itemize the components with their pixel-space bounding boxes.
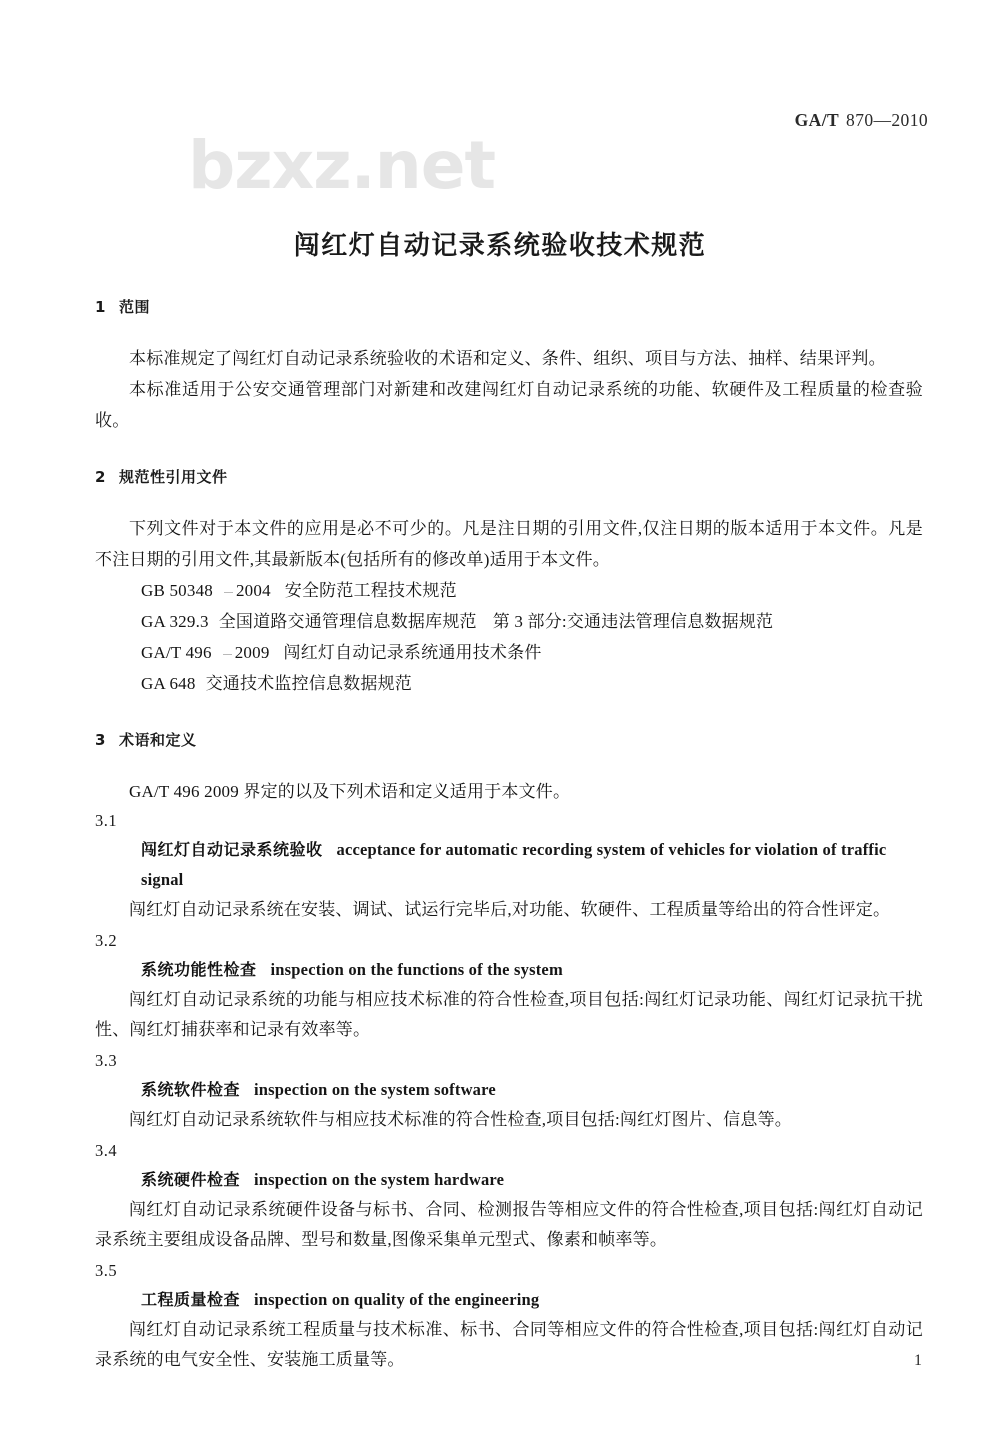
section-scope <box>95 296 923 436</box>
section-title: 规范性引用文件 <box>118 468 228 486</box>
reference-year: 2009 <box>234 643 270 662</box>
section-title: 术语和定义 <box>118 731 197 749</box>
list-item <box>141 575 923 606</box>
term-entry <box>95 807 923 925</box>
reference-year: 2004 <box>235 581 271 600</box>
term-heading <box>141 1285 923 1315</box>
term-english: inspection on the system hardware <box>254 1170 505 1189</box>
term-definition: 闯红灯自动记录系统在安装、调试、试运行完毕后,对功能、软硬件、工程质量等给出的符合性评定。 <box>129 900 891 919</box>
reference-title: 交通技术监控信息数据规范 <box>205 674 412 693</box>
section-number: 3 <box>95 731 106 749</box>
term-entry <box>95 1137 923 1255</box>
term-entry <box>95 1047 923 1135</box>
term-entry <box>95 1257 923 1375</box>
reference-dash <box>223 654 232 655</box>
term-heading <box>141 835 923 895</box>
reference-title: 安全防范工程技术规范 <box>284 581 457 600</box>
term-english: inspection on the system software <box>254 1080 496 1099</box>
section-heading-scope <box>95 296 923 317</box>
term-english: inspection on the functions of the system <box>270 960 563 979</box>
reference-dash <box>224 592 233 593</box>
reference-id: GB 50348 <box>141 581 213 600</box>
term-definition: 闯红灯自动记录系统工程质量与技术标准、标书、合同等相应文件的符合性检查,项目包括:闯红灯自动记录系统的电气安全性、安装施工质量等。 <box>95 1320 923 1369</box>
paragraph: 本标准规定了闯红灯自动记录系统验收的术语和定义、条件、组织、项目与方法、抽样、结果评判。 <box>129 349 886 368</box>
term-number: 3.4 <box>95 1141 118 1160</box>
list-item <box>141 606 923 637</box>
standard-code: GA/T <box>794 110 840 130</box>
standard-header <box>795 110 928 131</box>
page-number: 1 <box>914 1352 922 1369</box>
term-heading <box>141 1075 923 1105</box>
watermark-bzxz: bzxz.net <box>188 127 496 204</box>
paragraph: 本标准适用于公安交通管理部门对新建和改建闯红灯自动记录系统的功能、软硬件及工程质量的检查验收。 <box>95 380 923 430</box>
list-item <box>141 668 923 699</box>
section-normative-references <box>95 466 923 699</box>
term-number: 3.3 <box>95 1051 118 1070</box>
term-chinese: 工程质量检查 <box>141 1290 241 1309</box>
reference-part: 第 3 部分:交通违法管理信息数据规范 <box>492 612 774 631</box>
term-entry <box>95 927 923 1045</box>
section-heading-terms <box>95 729 923 750</box>
term-number: 3.2 <box>95 931 118 950</box>
term-definition: 闯红灯自动记录系统的功能与相应技术标准的符合性检查,项目包括:闯红灯记录功能、闯红灯记录抗干扰性、闯红灯捕获率和记录有效率等。 <box>95 990 923 1039</box>
term-heading <box>141 1165 923 1195</box>
term-number: 3.1 <box>95 811 118 830</box>
paragraph: GA/T 496 2009 界定的以及下列术语和定义适用于本文件。 <box>129 782 571 801</box>
term-chinese: 闯红灯自动记录系统验收 <box>141 840 323 859</box>
reference-id: GA/T 496 <box>141 643 212 662</box>
reference-list <box>95 575 923 699</box>
section-heading-normative-references <box>95 466 923 487</box>
reference-title: 闯红灯自动记录系统通用技术条件 <box>283 643 542 662</box>
reference-id: GA 648 <box>141 674 196 693</box>
paragraph: 下列文件对于本文件的应用是必不可少的。凡是注日期的引用文件,仅注日期的版本适用于本文件。凡是不注日期的引用文件,其最新版本(包括所有的修改单)适用于本文件。 <box>95 519 923 569</box>
section-number: 1 <box>95 298 106 316</box>
term-chinese: 系统硬件检查 <box>141 1170 241 1189</box>
section-number: 2 <box>95 468 106 486</box>
standard-number: 870—2010 <box>846 110 928 130</box>
document-body <box>95 296 923 1405</box>
section-title: 范围 <box>118 298 150 316</box>
term-definition: 闯红灯自动记录系统硬件设备与标书、合同、检测报告等相应文件的符合性检查,项目包括:闯红灯自动记录系统主要组成设备品牌、型号和数量,图像采集单元型式、像素和帧率等。 <box>95 1200 923 1249</box>
term-definition: 闯红灯自动记录系统软件与相应技术标准的符合性检查,项目包括:闯红灯图片、信息等。 <box>129 1110 792 1129</box>
term-chinese: 系统软件检查 <box>141 1080 241 1099</box>
page-title: 闯红灯自动记录系统验收技术规范 <box>293 231 707 262</box>
term-heading <box>141 955 923 985</box>
term-number: 3.5 <box>95 1261 118 1280</box>
term-english: acceptance for automatic recording system of vehicles for violation of traffic signal <box>141 840 887 889</box>
reference-id: GA 329.3 <box>141 612 209 631</box>
section-terms-and-definitions <box>95 729 923 1375</box>
term-english: inspection on quality of the engineering <box>254 1290 540 1309</box>
term-chinese: 系统功能性检查 <box>141 960 257 979</box>
reference-title: 全国道路交通管理信息数据库规范 <box>218 612 477 631</box>
list-item <box>141 637 923 668</box>
